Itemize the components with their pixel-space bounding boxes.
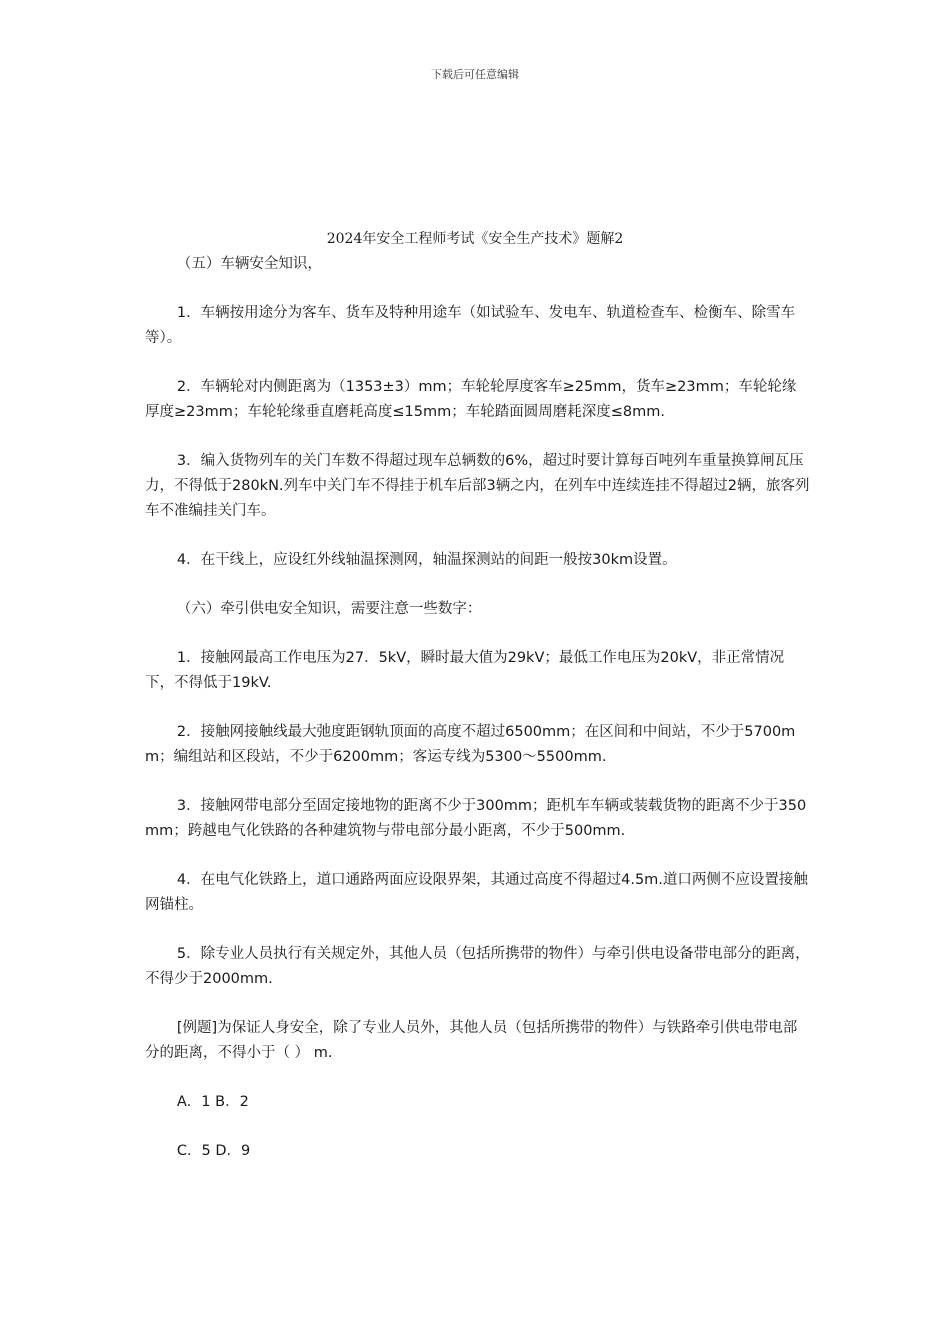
document-body [145, 252, 810, 1188]
paragraph: 4．在干线上，应设红外线轴温探测网，轴温探测站的间距一般按30km设置。 [176, 552, 677, 568]
section-heading-vehicle-safety: （五）车辆安全知识， [176, 256, 322, 272]
paragraph: 2．接触网接触线最大弛度距钢轨顶面的高度不超过6500mm；在区间和中间站，不少于5700mm；编组站和区段站，不少于6200mm；客运专线为5300～5500mm. [145, 724, 796, 765]
paragraph: 2．车辆轮对内侧距离为（1353±3）mm；车轮轮厚度客车≥25mm，货车≥23mm；车轮轮缘厚度≥23mm；车轮轮缘垂直磨耗高度≤15mm；车轮踏面圆周磨耗深度≤8mm. [145, 379, 797, 420]
paragraph: 3．接触网带电部分至固定接地物的距离不少于300mm；距机车车辆或装载货物的距离不少于350mm；跨越电气化铁路的各种建筑物与带电部分最小距离，不少于500mm. [145, 798, 807, 839]
example-question: [例题]为保证人身安全，除了专业人员外，其他人员（包括所携带的物件）与铁路牵引供电带电部分的距离，不得小于（ ） m. [145, 1020, 798, 1061]
paragraph: 1．接触网最高工作电压为27．5kV，瞬时最大值为29kV；最低工作电压为20kV，非正常情况下，不得低于19kV. [145, 650, 785, 691]
section-heading-traction-power: （六）牵引供电安全知识，需要注意一些数字： [176, 601, 482, 617]
header-note: 下载后可任意编辑 [431, 68, 519, 81]
answer-options-cd: C．5 D．9 [176, 1143, 251, 1159]
paragraph: 5．除专业人员执行有关规定外，其他人员（包括所携带的物件）与牵引供电设备带电部分的距离，不得少于2000mm. [145, 946, 810, 987]
answer-options-ab: A．1 B．2 [176, 1094, 249, 1110]
paragraph: 4．在电气化铁路上，道口通路两面应设限界架，其通过高度不得超过4.5m.道口两侧不应设置接触网锚柱。 [145, 872, 808, 913]
document-title: 2024年安全工程师考试《安全生产技术》题解2 [326, 231, 624, 247]
paragraph: 3．编入货物列车的关门车数不得超过现车总辆数的6%，超过时要计算每百吨列车重量换算闸瓦压力，不得低于280kN.列车中关门车不得挂于机车后部3辆之内，在列车中连续连挂不得超过2辆，旅客列车不准编挂关门车。 [145, 453, 810, 519]
paragraph: 1．车辆按用途分为客车、货车及特种用途车（如试验车、发电车、轨道检查车、检衡车、除雪车等）。 [145, 305, 796, 346]
